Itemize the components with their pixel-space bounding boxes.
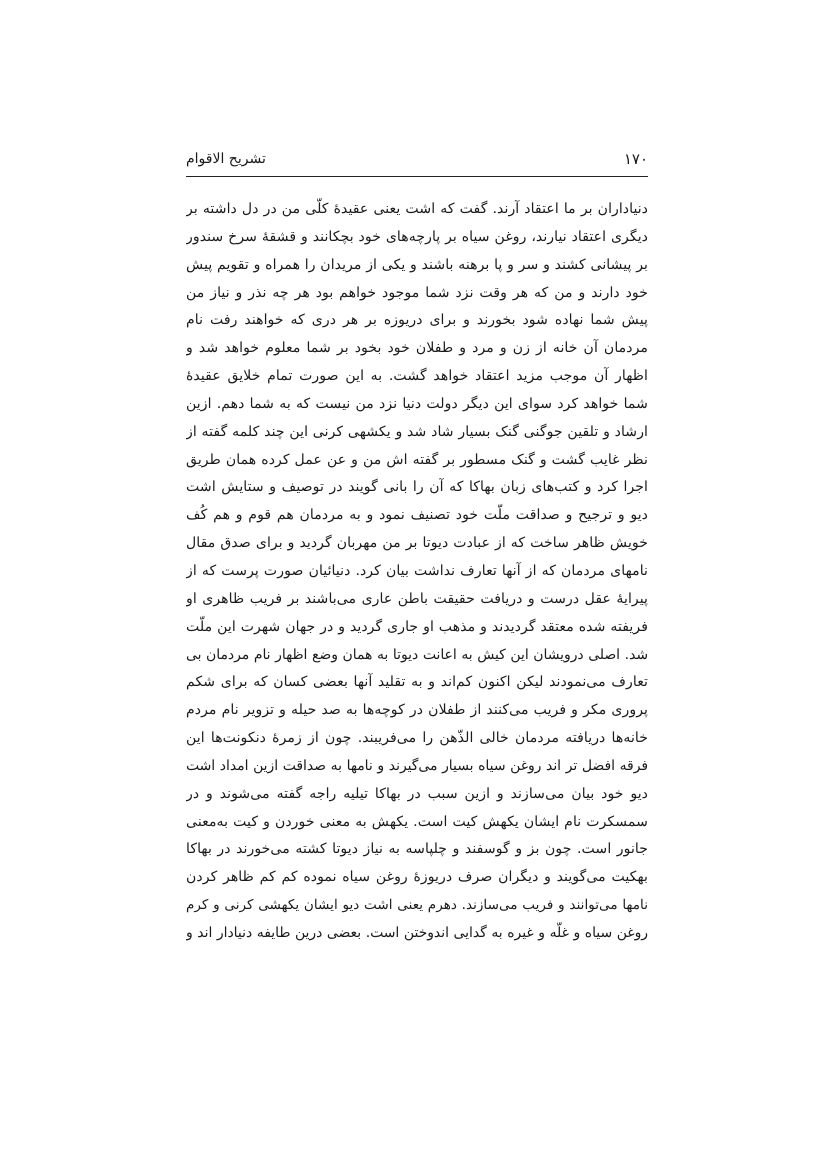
text-line: بهکیت می‌گویند و دیگران صرف دریوزهٔ روغن سیاه نموده کم کم ظاهر کردن — [186, 869, 648, 886]
text-line: خود دارند و من که هر وقت نزد شما موجود خواهم بود هر چه نذر و نیاز من — [186, 284, 648, 301]
text-line: ارشاد و تلقین جوگنی گنک بسیار شاد شد و یکشهی کرنی این چند کلمه گفته از — [186, 423, 648, 440]
text-line: مردمان آن خانه از زن و مرد و طفلان خود بخود بر شما معلوم خواهد شد و — [186, 340, 648, 357]
text-line: نظر غایب گشت و گنک مسطور بر گفته اش من و عن عمل کرده همان طریق — [186, 451, 648, 468]
text-line: پیرایهٔ عقل درست و دریافت حقیقت باطن عاری می‌باشند بر فریب ظاهری او — [186, 590, 648, 607]
page-header — [186, 148, 648, 170]
text-line: دنیاداران بر ما اعتقاد آرند. گفت که اشت یعنی عقیدهٔ کلّی من در دل داشته بر — [186, 201, 648, 217]
text-line: جانور است. چون بز و گوسفند و چلپاسه به نیاز دیوتا کشته می‌خورند در بهاکا — [186, 841, 648, 858]
text-line: دیگری اعتقاد نیارند، روغن سیاه بر پارچه‌های خود بچکانند و قشقهٔ سرخ سندور — [186, 228, 648, 245]
text-line: خانه‌ها دریافته مردمان خالی الذّهن را می‌فریبند. چون از زمرهٔ دنکونت‌ها این — [186, 730, 648, 747]
text-line: تعارف می‌نمودند لیکن اکنون کم‌اند و به تقلید آنها بعضی کسان که برای شکم — [186, 674, 648, 691]
body-text — [186, 196, 648, 948]
text-line: فرقه افضل تر اند روغن سیاه بسیار می‌گیرند و نامها به صداقت ازین امداد اشت — [186, 757, 648, 774]
text-line: دیو خود بیان می‌سازند و ازین سبب در بهاکا تیلیه راجه گفته می‌شوند و در — [186, 785, 648, 802]
text-line: اظهار آن موجب مزید اعتقاد خواهد گشت. به این صورت تمام خلایق عقیدهٔ — [186, 368, 648, 385]
text-line: شما خواهد کرد سوای این دیگر دولت دنیا نزد من نیست که به شما دهم. ازین — [186, 395, 648, 412]
text-line: نامهای مردمان که از آنها تعارف نداشت بیان کرد. دنیائیان صورت پرست که از — [186, 562, 648, 579]
text-line: شد. اصلی درویشان این کیش به اعانت دیوتا به همان وضع اظهار نام مردمان بی — [186, 646, 648, 663]
text-line: روغن سیاه و غلّه و غیره به گدایی اندوختن است. بعضی درین طایفه دنیادار اند و — [186, 924, 648, 941]
text-line: نامها می‌توانند و فریب می‌سازند. دهرم یعنی اشت دیو ایشان یکهشی کرنی و کرم — [186, 897, 648, 914]
text-line: سمسکرت نام ایشان یکهش کیت است. یکهش به معنی خوردن و کیت به‌معنی — [186, 813, 648, 830]
running-title: تشریح الاقوام — [186, 151, 266, 167]
text-line: بر پیشانی کشند و سر و پا برهنه باشند و یکی از مریدان را همراه و تقویم پیش — [186, 256, 648, 273]
header-divider — [186, 176, 648, 177]
text-line: دیو و ترجیح و صداقت ملّت خود تصنیف نمود و به مردمان هم قوم و هم کُف — [186, 507, 648, 524]
text-line: فریفته شده معتقد گردیدند و مذهب او جاری گردید و در جهان شهرت این ملّت — [186, 618, 648, 635]
text-line: پروری مکر و فریب می‌کنند از طفلان در کوچه‌ها به صد حیله و تزویر نام مردم — [186, 702, 648, 719]
text-line: خویش ظاهر ساخت که از عبادت دیوتا بر من مهربان گردید و برای صدق مقال — [186, 535, 648, 552]
text-line: اجرا کرد و کتب‌های زبان بهاکا که آن را بانی گویند در توصیف و ستایش اشت — [186, 479, 648, 496]
page-number: ۱۷۰ — [623, 150, 648, 168]
text-line: پیش شما نهاده شود بخورند و برای دریوزه بر هر دری که خواهند رفت نام — [186, 312, 648, 329]
